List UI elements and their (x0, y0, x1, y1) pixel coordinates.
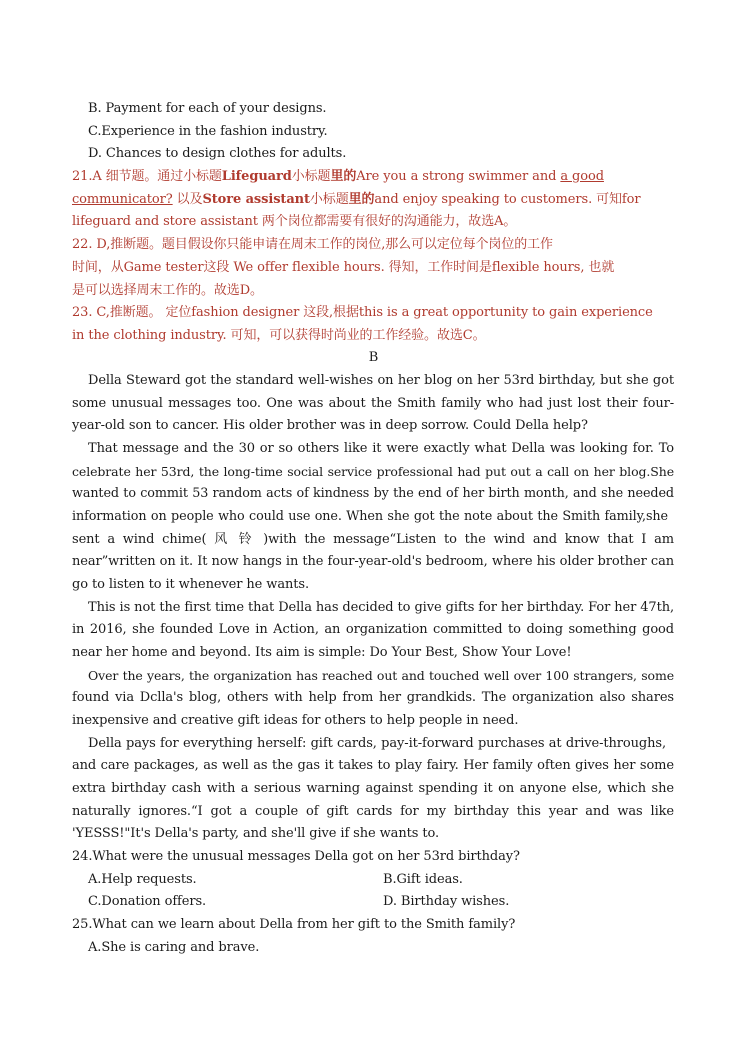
answer-21-quote-2: and enjoy speaking to customers. 可知for (374, 192, 641, 207)
section-title: B (368, 350, 379, 365)
q25-option-a: A.She is caring and brave. (88, 940, 260, 955)
passage-line-12: in 2016, she founded Love in Action, an organization committed to doing something good (72, 622, 674, 637)
answer-21-store-assistant: Store assistant (202, 192, 310, 207)
passage-line-7: information on people who could use one. When she got the note about the Smith family,she (72, 509, 668, 524)
answer-21-prefix: 21.A 细节题。通过小标题 (72, 169, 222, 184)
passage-line-5: celebrate her 53rd, the long-time social service professional had put out a call on her blog.She (72, 464, 674, 479)
question-25: 25.What can we learn about Della from her gift to the Smith family? (72, 917, 516, 932)
answer-21-line-2 (72, 190, 640, 210)
answer-21-line-1 (72, 167, 604, 187)
option-d: D. Chances to design clothes for adults. (88, 146, 347, 161)
answer-22-line-1: 22. D,推断题。题目假设你只能申请在周末工作的岗位,那么可以定位每个岗位的工作 (72, 237, 553, 252)
passage-line-17: Della pays for everything herself: gift cards, pay-it-forward purchases at drive-throughs, (88, 736, 666, 751)
passage-line-13: near her home and beyond. Its aim is simple: Do Your Best, Show Your Love! (72, 645, 572, 660)
answer-21-line-3: lifeguard and store assistant 两个岗位都需要有很好的沟通能力，故选A。 (72, 214, 517, 229)
passage-line-18: and care packages, as well as the gas it takes to play fairy. Her family often gives her some (72, 758, 674, 773)
answer-21-within-2: 里的 (348, 192, 375, 207)
passage-line-21: 'YESSS!"It's Della's party, and she'll give if she wants to. (72, 826, 439, 841)
q24-option-c: C.Donation offers. (88, 894, 207, 909)
answer-21-lifeguard: Lifeguard (221, 169, 292, 184)
answer-21-quote: Are you a strong swimmer and (356, 169, 561, 184)
passage-line-14: Over the years, the organization has reached out and touched well over 100 strangers, some (88, 668, 674, 683)
answer-23-line-2: in the clothing industry. 可知，可以获得时尚业的工作经验。故选C。 (72, 328, 486, 343)
answer-22-line-2: 时间，从Game tester这段 We offer flexible hours. 得知，工作时间是flexible hours, 也就 (72, 260, 615, 275)
answer-21-a-good: a good (560, 169, 604, 184)
answer-21-communicator: communicator? (72, 192, 173, 207)
passage-line-15: found via Dclla's blog, others with help from her grandkids. The organization also shares (72, 690, 674, 705)
option-b: B. Payment for each of your designs. (88, 101, 327, 116)
passage-line-8: sent a wind chime( 风 铃 )with the message“Listen to the wind and know that I am (72, 532, 674, 547)
question-24: 24.What were the unusual messages Della got on her 53rd birthday? (72, 849, 520, 864)
passage-line-1: Della Steward got the standard well-wishes on her blog on her 53rd birthday, but she got (88, 373, 674, 388)
answer-21-subtitle: 小标题 (291, 169, 331, 184)
passage-line-11: This is not the first time that Della has decided to give gifts for her birthday. For her 47th, (88, 600, 675, 615)
q24-option-d: D. Birthday wishes. (383, 894, 510, 909)
passage-line-4: That message and the 30 or so others like it were exactly what Della was looking for. To (88, 441, 674, 456)
passage-line-2: some unusual messages too. One was about the Smith family who had just lost their four- (72, 396, 674, 411)
answer-23-line-1: 23. C,推断题。 定位fashion designer 这段,根据this is a great opportunity to gain experience (72, 305, 653, 320)
answer-22-line-3: 是可以选择周末工作的。故选D。 (72, 283, 263, 298)
answer-21-and: 以及 (172, 192, 203, 207)
passage-line-16: inexpensive and creative gift ideas for others to help people in need. (72, 713, 519, 728)
answer-21-within: 里的 (330, 169, 357, 184)
q24-option-b: B.Gift ideas. (383, 872, 463, 887)
passage-line-3: year-old son to cancer. His older brother was in deep sorrow. Could Della help? (72, 418, 588, 433)
passage-line-19: extra birthday cash with a serious warning against spending it on anyone else, which she (72, 781, 674, 796)
passage-line-10: go to listen to it whenever he wants. (72, 577, 309, 592)
passage-line-6: wanted to commit 53 random acts of kindness by the end of her birth month, and she needed (72, 486, 674, 501)
passage-line-9: near”written on it. It now hangs in the four-year-old's bedroom, where his older brother can (72, 554, 674, 569)
q24-option-a: A.Help requests. (88, 872, 197, 887)
answer-21-subtitle-2: 小标题 (309, 192, 349, 207)
passage-line-20: naturally ignores.“I got a couple of gift cards for my birthday this year and was like (72, 804, 674, 819)
option-c: C.Experience in the fashion industry. (88, 124, 328, 139)
